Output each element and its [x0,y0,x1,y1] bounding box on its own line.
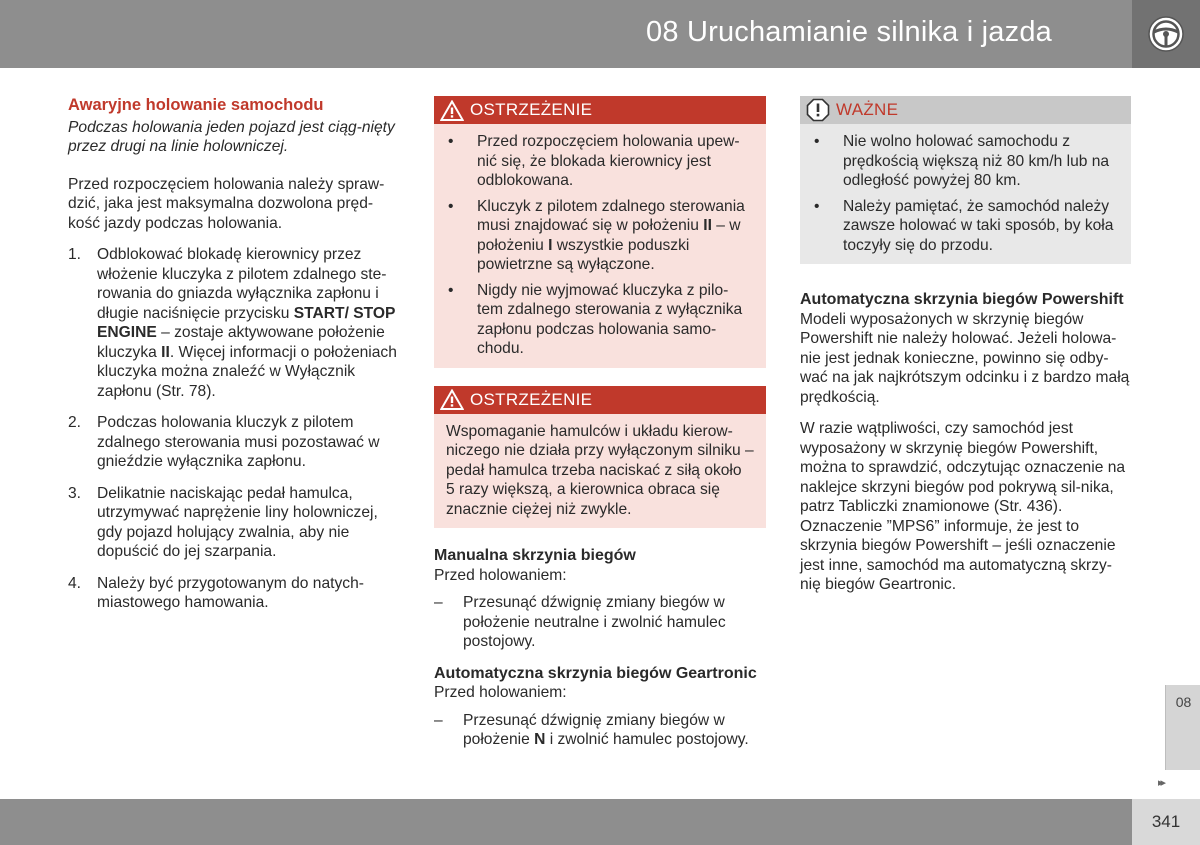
dash-item-part: i zwolnić hamulec postojowy. [545,731,749,748]
bullet-text: Nigdy nie wyjmować kluczyka z pilo-tem zdalnego sterowania z wyłącznika zapłonu podczas holowania samo-chodu. [477,281,743,357]
chapter-title: 08 Uruchamianie silnika i jazda [646,16,1052,48]
lead-text: Przed holowaniem: [434,566,567,584]
step-text: Delikatnie naciskając pedał hamulca, utrzymywać naprężenie liny holowniczej, gdy pojazd holujący zwalnia, aby nie dopuścić do jej szarpania. [97,484,378,560]
column-right [800,96,1131,607]
warning-bullet-list [446,132,754,359]
subheading-powershift: Automatyczna skrzynia biegów Powershift [800,291,1124,308]
manual-dash-list [434,593,766,652]
bullet-symbol: • [448,281,454,299]
page-number-box [1132,799,1200,845]
list-item [812,132,1119,191]
dash-item-text [463,711,766,750]
key-position-bold: II [161,343,170,361]
bullet-symbol: • [448,133,454,150]
list-item [68,574,404,613]
page-number: 341 [1151,812,1181,831]
list-item [446,197,754,275]
lead-text: Przed holowaniem: [434,684,567,701]
subheading-geartronic: Automatyczna skrzynia biegów Geartronic [434,664,757,682]
geartronic-dash-list [434,711,766,750]
bullet-symbol: • [448,197,454,215]
button-name-bold: START/ STOP ENGINE [97,304,396,341]
list-item [812,197,1119,256]
key-position-bold: I [548,236,553,254]
list-item [446,281,754,359]
list-item [434,593,766,652]
important-box [800,96,1131,264]
column-middle [434,96,766,762]
page-footer [0,799,1132,845]
warning-text: Wspomaganie hamulców i układu kierow-niczego nie działa przy wyłączonym silniku – pedał hamulca trzeba naciskać z siłą około 5 razy większą, a kierownica obraca się znacznie ciężej niż zwykle. [446,422,754,518]
step-text [97,245,404,401]
subheading-manual-gearbox: Manualna skrzynia biegów [434,547,636,564]
dash-symbol: – [434,711,443,729]
list-item [68,484,404,562]
column-left [68,96,404,625]
important-box-title: WAŻNE [836,100,899,120]
warning-box-body [434,124,766,368]
bullet-symbol: • [814,133,820,150]
bullet-symbol: • [814,197,820,215]
step-number: 2. [68,414,82,431]
important-box-body [800,124,1131,264]
continue-arrows-icon: ▸▸ [1158,777,1164,789]
step-text-part: – zostaje aktywowane położenie kluczyka [97,324,385,361]
warning-box-brakes [434,386,766,529]
step-text-part: . Więcej informacji o położeniach kluczyka można znaleźć w Wyłącznik zapłonu (Str. 78). [97,343,397,400]
list-item [68,245,404,401]
bullet-text [477,197,754,275]
chapter-tab-label: 08 [1175,694,1192,710]
bullet-text-part: wszystkie poduszki powietrzne są wyłączone. [477,236,690,273]
key-position-bold: II [703,217,712,234]
chapter-icon-box [1132,0,1200,68]
warning-box-header [434,386,766,414]
paragraph-powershift-towing: Modeli wyposażonych w skrzynię biegów Powershift nie należy holować. Jeżeli holowa-nie jest jednak konieczne, powinno się odby-wać na jak najkrótszym odcinku i z bardzo małą prędkością. [800,310,1130,406]
important-bullet-list [812,132,1119,255]
list-item [434,711,766,750]
bullet-text-part: Kluczyk z pilotem zdalnego sterowania musi znajdować się w położeniu [477,197,745,234]
section-heading-emergency-towing: Awaryjne holowanie samochodu [68,96,324,114]
step-number: 4. [68,574,82,592]
warning-box-header [434,96,766,124]
warning-box-steering-lock [434,96,766,368]
step-text: Podczas holowania kluczyk z pilotem zdalnego sterowania musi pozostawać w gnieździe wyłącznika zapłonu. [97,414,380,470]
step-number: 1. [68,246,82,263]
step-text-part: Odblokować blokadę kierownicy przez włożenie kluczyka z pilotem zdalnego ste-rowania do gniazda wyłącznika zapłonu i długie naciśnięcie przycisku [97,246,387,322]
important-box-header [800,96,1131,124]
bullet-text-part: – w położeniu [477,217,741,254]
towing-steps-list [68,245,404,613]
intro-text: Podczas holowania jeden pojazd jest ciąg-nięty przez drugi na linie holowniczej. [68,118,395,155]
exclamation-octagon-icon [800,98,836,122]
bullet-text: Nie wolno holować samochodu z prędkością większą niż 80 km/h lub na odległość powyżej 80 km. [843,133,1110,189]
dash-item-text: Przesunąć dźwignię zmiany biegów w położenie neutralne i zwolnić hamulec postojowy. [463,594,726,650]
list-item [68,413,404,472]
paragraph-powershift-check: W razie wątpliwości, czy samochód jest wyposażony w skrzynię biegów Powershift, można to sprawdzić, odczytując oznaczenie na naklejce skrzyni biegów pod pokrywą sil-nika, patrz Tabliczki znamionowe (Str. 436). Oznaczenie ”MPS6” informuje, że jest to skrzynia biegów Powershift – jeśli oznaczenie jest inne, samochód ma automatyczną skrzy-nię biegów Geartronic. [800,420,1126,593]
bullet-text: Przed rozpoczęciem holowania upew-nić się, że blokada kierownicy jest odblokowana. [477,133,740,189]
chapter-side-tab [1165,685,1200,770]
dash-symbol: – [434,594,443,611]
dash-item-part: Przesunąć dźwignię zmiany biegów w położenie [463,711,725,748]
chapter-header [0,0,1132,68]
warning-triangle-icon [434,99,470,122]
step-text: Należy być przygotowanym do natych-miastowego hamowania. [97,574,364,611]
steering-wheel-icon [1146,14,1186,54]
step-number: 3. [68,484,82,502]
warning-box-body [434,414,766,529]
warning-triangle-icon [434,388,470,411]
bullet-text: Należy pamiętać, że samochód należy zawsze holować w taki sposób, by koła toczyły się do przodu. [843,197,1114,254]
paragraph-speed-check: Przed rozpoczęciem holowania należy spraw-dzić, jaka jest maksymalna dozwolona pręd-kość jazdy podczas holowania. [68,175,385,232]
list-item [446,132,754,191]
warning-box-title: OSTRZEŻENIE [470,389,593,409]
gear-position-bold: N [534,731,546,748]
warning-box-title: OSTRZEŻENIE [470,100,593,120]
